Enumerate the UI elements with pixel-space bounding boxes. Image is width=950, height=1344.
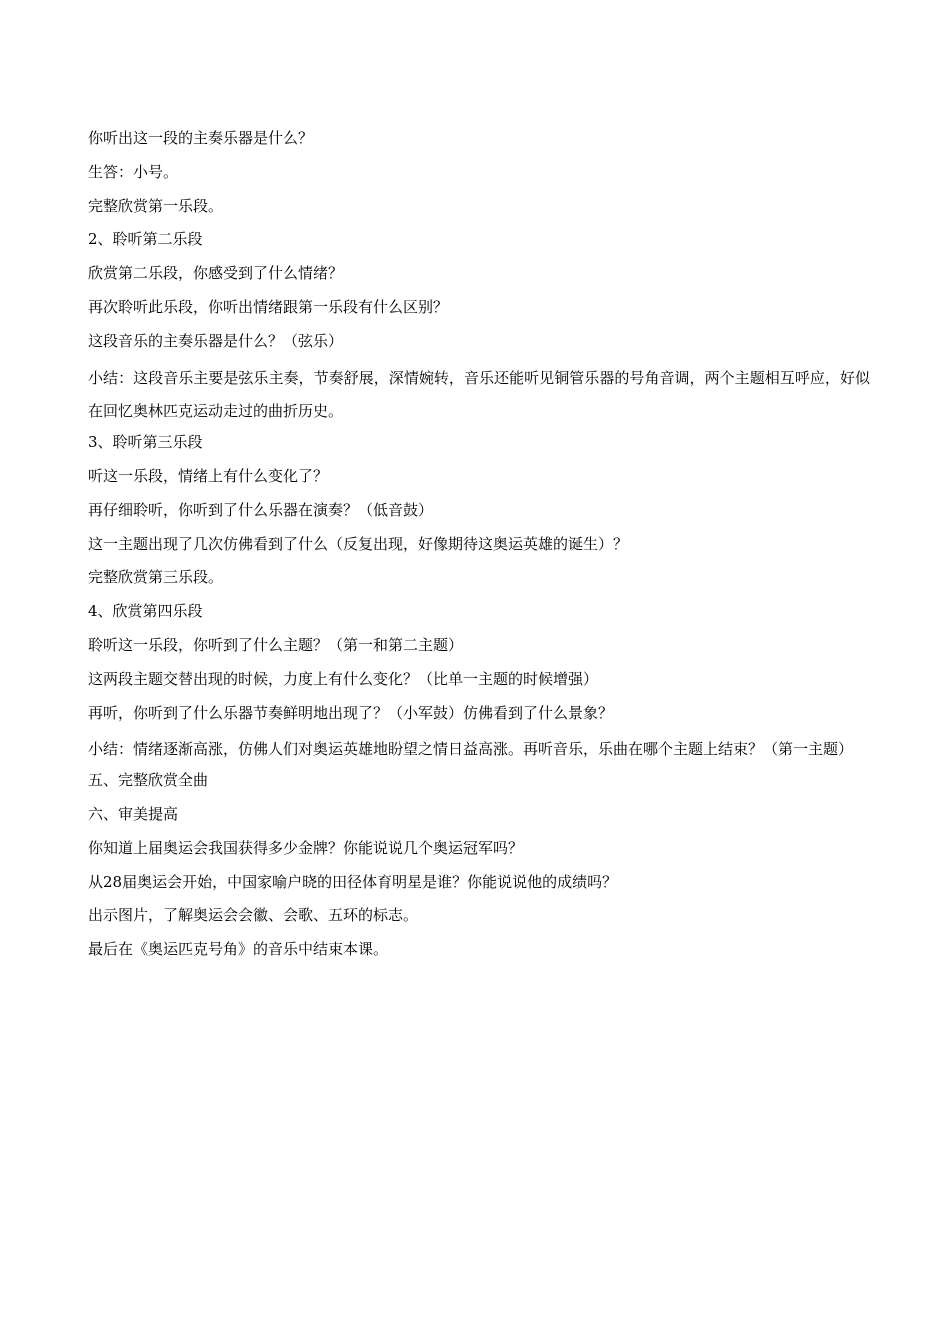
question-line: 再听，你听到了什么乐器节奏鲜明地出现了？（小军鼓）仿佛看到了什么景象？ bbox=[88, 703, 614, 722]
question-line: 这两段主题交替出现的时候，力度上有什么变化？（比单一主题的时候增强） bbox=[88, 669, 599, 688]
section-heading: 六、审美提高 bbox=[88, 804, 179, 823]
question-line: 这段音乐的主奏乐器是什么？（弦乐） bbox=[88, 331, 344, 350]
question-line: 你听出这一段的主奏乐器是什么？ bbox=[88, 129, 314, 147]
question-line: 听这一乐段，情绪上有什么变化了？ bbox=[88, 466, 329, 485]
document-body bbox=[88, 125, 870, 970]
question-line: 从28届奥运会开始，中国家喻户晓的田径体育明星是谁？你能说说他的成绩吗？ bbox=[88, 872, 618, 891]
summary-paragraph: 小结：情绪逐渐高涨，仿佛人们对奥运英雄地盼望之情日益高涨。再听音乐，乐曲在哪个主题上结束？（第一主题） bbox=[88, 740, 854, 759]
section-heading: 2、聆听第二乐段 bbox=[88, 230, 203, 249]
question-line: 聆听这一乐段，你听到了什么主题？（第一和第二主题） bbox=[88, 635, 464, 654]
summary-paragraph: 小结：这段音乐主要是弦乐主奏，节奏舒展，深情婉转，音乐还能听见铜管乐器的号角音调，两个主题相互呼应，好似在回忆奥林匹克运动走过的曲折历史。 bbox=[88, 368, 870, 421]
question-line: 你知道上届奥运会我国获得多少金牌？你能说说几个奥运冠军吗？ bbox=[88, 838, 524, 857]
question-line: 这一主题出现了几次仿佛看到了什么（反复出现，好像期待这奥运英雄的诞生）？ bbox=[88, 534, 629, 553]
answer-line: 生答：小号。 bbox=[88, 162, 179, 181]
question-line: 欣赏第二乐段，你感受到了什么情绪？ bbox=[88, 264, 344, 283]
section-heading: 五、完整欣赏全曲 bbox=[88, 771, 209, 790]
question-line: 再次聆听此乐段，你听出情绪跟第一乐段有什么区别？ bbox=[88, 297, 449, 316]
question-line: 再仔细聆听，你听到了什么乐器在演奏？（低音鼓） bbox=[88, 500, 434, 519]
instruction-line: 出示图片，了解奥运会会徽、会歌、五环的标志。 bbox=[88, 906, 419, 925]
section-heading: 3、聆听第三乐段 bbox=[88, 433, 203, 452]
instruction-line: 完整欣赏第一乐段。 bbox=[88, 196, 224, 215]
section-heading: 4、欣赏第四乐段 bbox=[88, 602, 203, 621]
instruction-line: 完整欣赏第三乐段。 bbox=[88, 568, 224, 587]
closing-line: 最后在《奥运匹克号角》的音乐中结束本课。 bbox=[88, 940, 389, 959]
